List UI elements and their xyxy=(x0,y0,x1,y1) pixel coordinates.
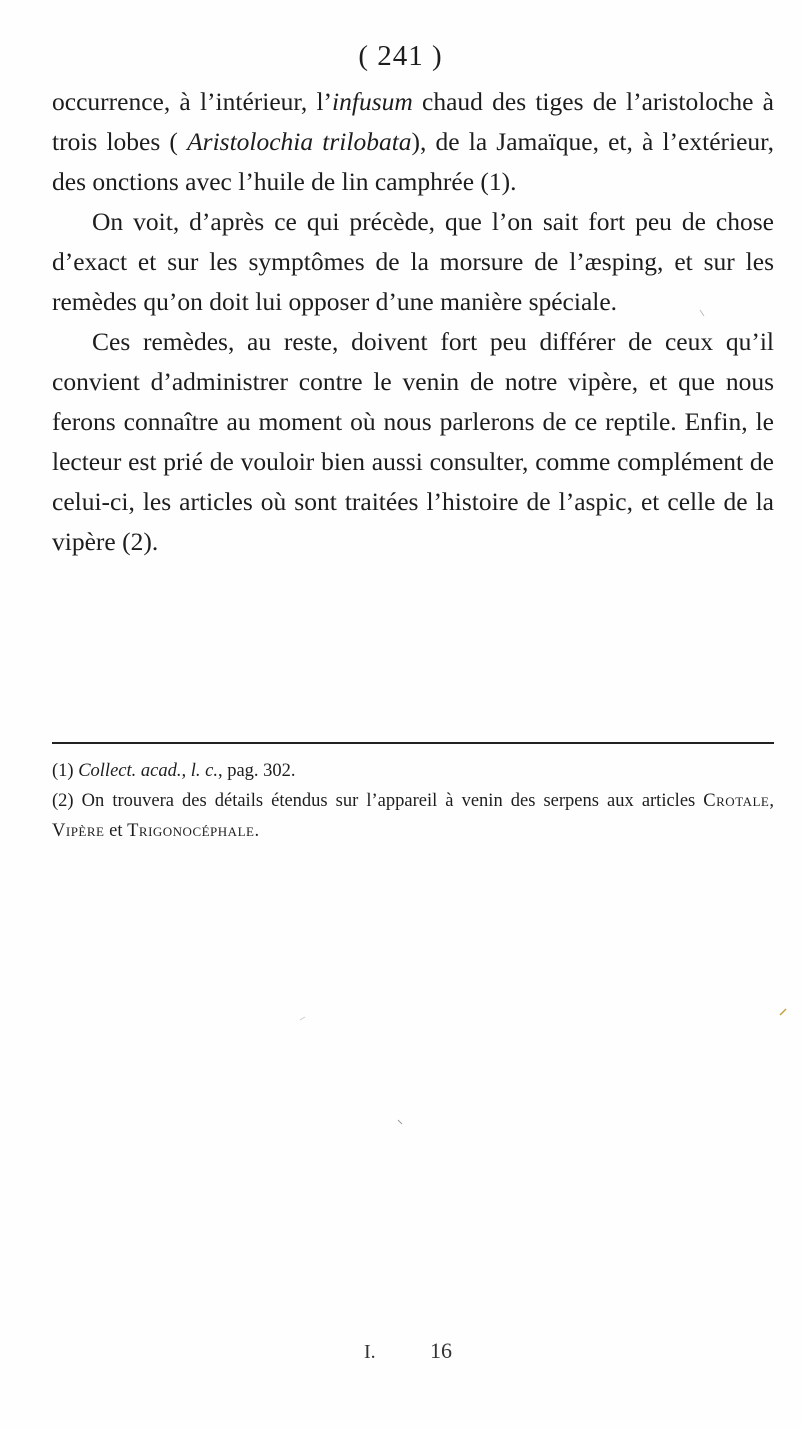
p1-text-c: chaud des tiges de l’aristoloche à trois lobes ( xyxy=(52,87,774,156)
speck-mark xyxy=(780,1009,786,1015)
footnote-2-sep1: , xyxy=(769,791,774,811)
signature-mark-left: I. xyxy=(364,1341,376,1363)
signature-mark-right: 16 xyxy=(430,1338,452,1363)
paragraph-2: On voit, d’après ce qui précède, que l’on sait fort peu de chose d’exact et sur les symptômes de la morsure de l’æsping, et sur les remèdes qu’on doit lui opposer d’une manière spéciale. xyxy=(52,207,774,316)
footnote-2-vipere: Vipère xyxy=(52,821,105,841)
footnote-2 xyxy=(52,786,774,846)
footnote-1-page: , pag. 302. xyxy=(217,761,296,781)
p1-italic-species: Aristolochia trilobata xyxy=(187,127,412,156)
footnote-1-number: (1) xyxy=(52,761,79,781)
footnote-2-end: . xyxy=(254,821,260,841)
footnote-2-trigonocephale: Trigonocéphale xyxy=(127,821,255,841)
footnote-2-sep2: et xyxy=(104,821,128,841)
footnote-divider xyxy=(52,742,774,744)
p1-text-a: occurrence, à l’intérieur, l’ xyxy=(52,87,333,116)
paragraph-1 xyxy=(52,82,774,202)
footnote-1 xyxy=(52,756,774,786)
footnote-1-citation: Collect. acad., l. c. xyxy=(78,761,218,781)
page-number-header: ( 241 ) xyxy=(358,40,443,72)
footnote-2-text: (2) On trouvera des détails étendus sur l’appareil à venin des serpens aux articles xyxy=(52,791,704,811)
speck-mark xyxy=(300,1017,305,1020)
speck-mark xyxy=(398,1120,402,1124)
footnote-2-crotale: Crotale xyxy=(703,791,770,811)
p1-text-e: ), de la Jamaïque, et, à l’extérieur, des onctions avec l’huile de lin camphrée (1). xyxy=(52,127,774,196)
paragraph-3: Ces remèdes, au reste, doivent fort peu différer de ceux qu’il convient d’administrer contre le venin de notre vipère, et que nous ferons connaître au moment où nous parlerons de ce reptile. Enfin, le lecteur est prié de vouloir bien aussi consulter, comme complément de celui-ci, les articles où sont traitées l’histoire de l’aspic, et celle de la vipère (2). xyxy=(52,327,774,556)
footnotes xyxy=(52,756,774,846)
p1-italic-infusum: infusum xyxy=(332,87,413,116)
main-text xyxy=(52,82,774,562)
